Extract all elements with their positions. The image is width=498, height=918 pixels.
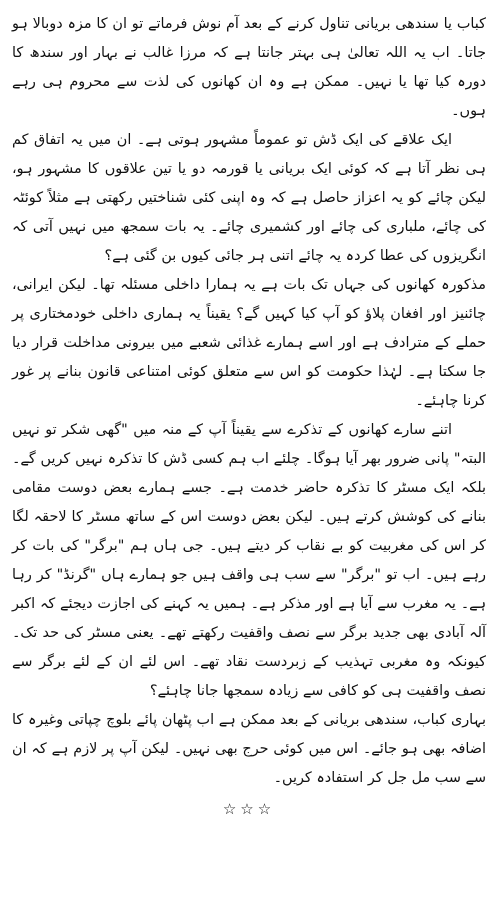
paragraph-4: اتنے سارے کھانوں کے تذکرے سے یقیناً آپ کے منہ میں "گھی شکر تو نہیں البتہ" پانی ضرور بھر آیا ہوگا۔ چلئے اب ہم کسی ڈش کا تذکرہ نہیں کریں گے۔ بلکہ ایک مسٹر کا تذکرہ حاضر خدمت ہے۔ جسے ہمارے بعض دوست مقامی بنانے کی کوشش کرتے ہیں۔ لیکن بعض دوست اس کے ساتھ مسٹر کا لاحقہ لگا کر اس کی مغربیت کو بے نقاب کر دیتے ہیں۔ جی ہاں ہم "برگر" کی بات کر رہے ہیں۔ اب تو "برگر" سے سب ہی واقف ہیں جو ہمارے ہاں "گرنڈ" کر رہا ہے۔ یہ مغرب سے آیا ہے اور مذکر ہے۔ ہمیں یہ کہنے کی اجازت دیجئے کہ اکبر آلہ آبادی بھی جدید برگر سے نصف واقفیت رکھتے تھے۔ یعنی مسٹر کی حد تک۔ کیونکہ وہ مغربی تہذیب کے زبردست نقاد تھے۔ اس لئے ان کے لئے برگر سے نصف واقفیت ہی کو کافی سے زیادہ سمجھا جانا چاہئے؟ [12,422,486,699]
paragraph-3: مذکورہ کھانوں کی جہاں تک بات ہے یہ ہمارا داخلی مسئلہ تھا۔ لیکن ایرانی، چائنیز اور افغان پلاؤ کو آپ کیا کہیں گے؟ یقیناً یہ ہماری داخلی خودمختاری پر حملے کے مترادف ہے اور اسے ہمارے غذائی شعبے میں بیرونی مداخلت قرار دیا جا سکتا ہے۔ لہٰذا حکومت کو اس سے متعلق کوئی امتناعی قانون بنانے پر غور کرنا چاہئے۔ [12,277,486,409]
paragraph-5: بہاری کباب، سندھی بریانی کے بعد ممکن ہے اب پٹھان پائے بلوچ چپاتی وغیرہ کا اضافہ بھی ہو جائے۔ اس میں کوئی حرج بھی نہیں۔ لیکن آپ پر لازم ہے کہ ان سے سب مل جل کر استفادہ کریں۔ [12,712,486,786]
paragraph-1: کباب یا سندھی بریانی تناول کرنے کے بعد آم نوش فرماتے تو ان کا مزہ دوبالا ہو جاتا۔ اب یہ اللہ تعالیٰ ہی بہتر جانتا ہے کہ مرزا غالب نے بہار اور سندھ کا دورہ کیا تھا یا نہیں۔ ممکن ہے وہ ان کھانوں کی لذت سے محروم ہی رہے ہوں۔ [12,16,486,119]
section-break-stars: ☆☆☆ [222,800,276,818]
paragraph-2: ایک علاقے کی ایک ڈش تو عموماً مشہور ہوتی ہے۔ ان میں یہ اتفاق کم ہی نظر آتا ہے کہ کوئی ایک بریانی یا قورمہ دو یا تین علاقوں کا مشہور ہو، لیکن چائے کو یہ اعزاز حاصل ہے کہ وہ اپنی کئی شناختیں رکھتی ہے مثلاً کوئٹہ کی چائے، ملباری کی چائے اور کشمیری چائے۔ یہ بات سمجھ میں نہیں آتی کہ انگریزوں کی عطا کردہ یہ چائے اتنی ہر جائی کیوں بن گئی ہے؟ [12,132,486,264]
